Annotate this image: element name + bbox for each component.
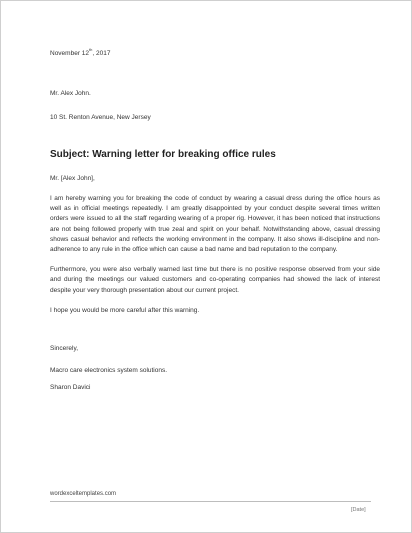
footer-website: wordexceltemplates.com bbox=[50, 491, 117, 497]
letter-body bbox=[50, 46, 380, 393]
footer-divider bbox=[50, 501, 371, 502]
date-ordinal-suffix: th bbox=[89, 46, 93, 52]
letter-subject: Subject: Warning letter for breaking office rules bbox=[50, 149, 276, 160]
recipient-address: 10 St. Renton Avenue, New Jersey bbox=[50, 114, 151, 121]
company-name: Macro care electronics system solutions. bbox=[50, 367, 168, 375]
body-paragraph: Furthermore, you were also verbally warned last time but there is no positive response observed from your side and during the meetings our valued customers and co-operating companies had showed the lack of interest despite your very thorough presentation about our current project. bbox=[50, 266, 380, 294]
letter-date bbox=[50, 46, 380, 59]
date-year: , 2017 bbox=[92, 50, 111, 57]
body-paragraph: I am hereby warning you for breaking the code of conduct by wearing a casual dress during the office hours as well as in official meetings repeatedly. I am greatly disappointed by your conduct despite several times written orders were issued to all the staff regarding wearing of a proper rig. However, it has been noticed that instructions are not being followed properly with true zeal and spirit on your behalf. Notwithstanding above, casual dressing shows casual behavior and reflects the working environment in the company. It also shows ill-discipline and non-adherence to any rule in the office which can cause a bad name and bad reputation to the company. bbox=[50, 195, 380, 254]
closing: Sincerely, bbox=[50, 345, 79, 353]
signatory-name: Sharon Davici bbox=[50, 384, 91, 392]
footer-date-placeholder: [Date] bbox=[351, 507, 366, 513]
recipient-name: Mr. Alex John. bbox=[50, 90, 91, 97]
body-paragraph: I hope you would be more careful after this warning. bbox=[50, 306, 200, 314]
salutation: Mr. [Alex John], bbox=[50, 175, 95, 182]
date-text: November 12 bbox=[50, 50, 90, 57]
